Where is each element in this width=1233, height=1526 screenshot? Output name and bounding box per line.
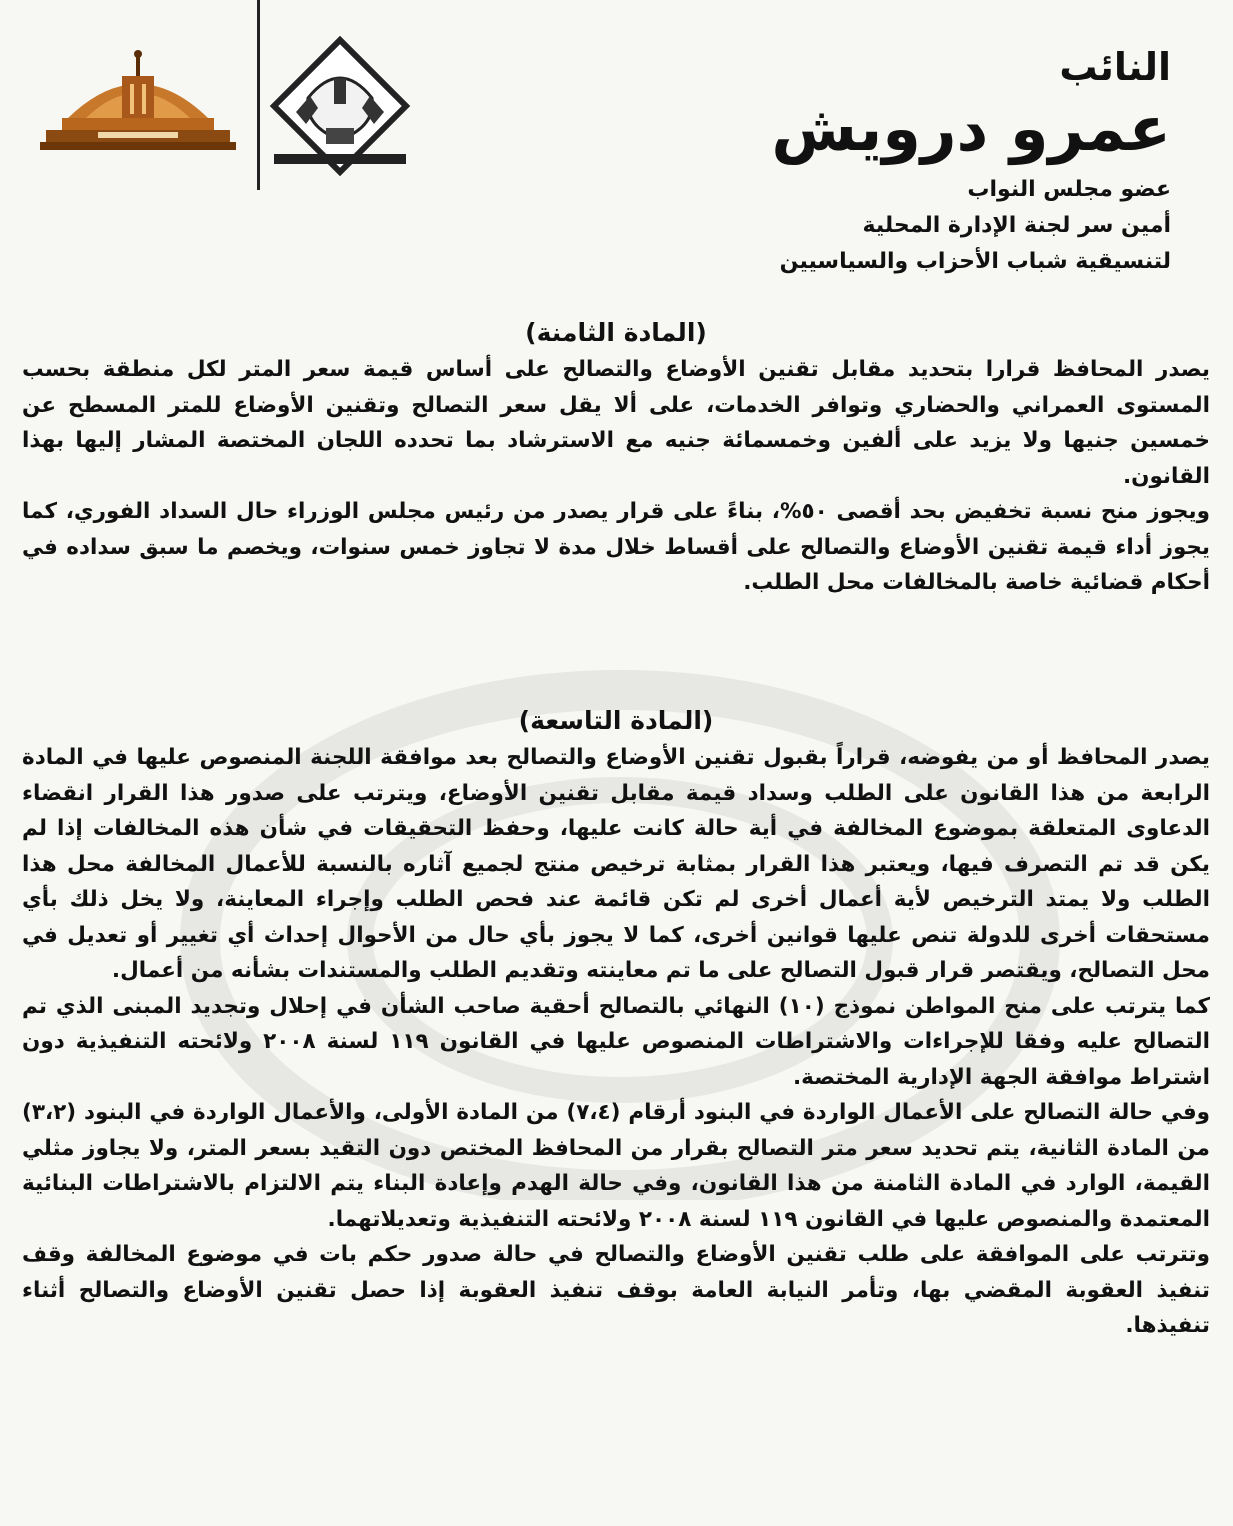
article-eight-title: (المادة الثامنة)	[525, 318, 707, 347]
role-line: أمين سر لجنة الإدارة المحلية	[862, 213, 1171, 238]
letterhead	[0, 0, 1233, 300]
honorific-title: النائب	[1059, 45, 1171, 89]
article-paragraph: كما يترتب على منح المواطن نموذج (١٠) النهائي بالتصالح أحقية صاحب الشأن في إحلال وتجديد المبنى الذي تم التصالح عليه وفقا للإجراءات والاشتراطات المنصوص عليها في القانون ١١٩ لسنة ٢٠٠٨ ولائحته التنفيذية دون اشتراط موافقة الجهة الإدارية المختصة.	[22, 993, 1210, 1090]
member-name-block	[771, 44, 1171, 168]
article-paragraph: يصدر المحافظ قرارا بتحديد مقابل تقنين الأوضاع والتصالح على أساس قيمة سعر المتر لكل منطقة بحسب المستوى العمراني والحضاري وتوافر الخدمات، على ألا يقل سعر التصالح وتقنين الأوضاع للمتر المسطح عن خمسين جنيها ولا يزيد على ألفين وخمسمائة جنيه مع الاسترشاد بما تحدده اللجان المختصة المشار إليها بهذا القانون.	[22, 357, 1210, 489]
article-nine-title: (المادة التاسعة)	[518, 706, 714, 735]
article-nine	[22, 704, 1210, 1344]
role-line: عضو مجلس النواب	[967, 177, 1171, 202]
member-name: عمرو درويش	[771, 92, 1171, 165]
article-paragraph: وفي حالة التصالح على الأعمال الواردة في البنود أرقام (٧،٤) من المادة الأولى، والأعمال الواردة في البنود (٣،٢) من المادة الثانية، يتم تحديد سعر متر التصالح بقرار من المحافظ المختص دون التقيد بسعر المتر، ولا يجاوز مثلي القيمة، الوارد في المادة الثامنة من هذا القانون، وفي حالة الهدم وإعادة البناء يتم الالتزام بالاشتراطات البنائية المعتمدة والمنصوص عليها في القانون ١١٩ لسنة ٢٠٠٨ ولائحته التنفيذية وتعديلاتهما.	[22, 1100, 1211, 1232]
header-divider	[257, 0, 260, 190]
article-paragraph: وتترتب على الموافقة على طلب تقنين الأوضاع والتصالح في حالة صدور حكم بات في موضوع المخالفة وقف تنفيذ العقوبة المقضي بها، وتأمر النيابة العامة بوقف تنفيذ العقوبة إذا حصل تقنين الأوضاع والتصالح أثناء تنفيذها.	[22, 1242, 1210, 1338]
youth-coordination-logo	[268, 36, 412, 176]
parliament-dome-logo	[40, 48, 236, 152]
article-paragraph: يصدر المحافظ أو من يفوضه، قراراً بقبول تقنين الأوضاع والتصالح بعد موافقة اللجنة المنصوص عليها في المادة الرابعة من هذا القانون على الطلب وسداد قيمة مقابل تقنين الأوضاع، ويترتب على صدور هذا القرار انقضاء الدعاوى المتعلقة بموضوع المخالفة في أية حالة كانت عليها، وحفظ التحقيقات في شأن هذه المخالفات إذا لم يكن قد تم التصرف فيها، ويعتبر هذا القرار بمثابة ترخيص منتج لجميع آثاره بالنسبة للأعمال المخالفة محل هذا الطلب ولا يمتد الترخيص لأية أعمال أخرى لم تكن قائمة عند فحص الطلب وإجراء المعاينة، ولا يخل ذلك بأي مستحقات أخرى للدولة تنص عليها قوانين أخرى، كما لا يجوز بأي حال من الأحوال إحداث أي تغيير أو تعديل في محل التصالح، ويقتصر قرار قبول التصالح على ما تم معاينته وتقديم الطلب والمستندات بشأنه من أعمال.	[22, 745, 1210, 983]
article-eight	[22, 316, 1210, 601]
article-paragraph: ويجوز منح نسبة تخفيض بحد أقصى ٥٠%، بناءً على قرار يصدر من رئيس مجلس الوزراء حال السداد الفوري، كما يجوز أداء قيمة تقنين الأوضاع والتصالح على أقساط خلال مدة لا تجاوز خمس سنوات، ويخصم ما سبق سداده في أحكام قضائية خاصة بالمخالفات محل الطلب.	[22, 499, 1210, 595]
role-line: لتنسيقية شباب الأحزاب والسياسيين	[779, 249, 1171, 274]
member-roles	[780, 172, 1171, 280]
